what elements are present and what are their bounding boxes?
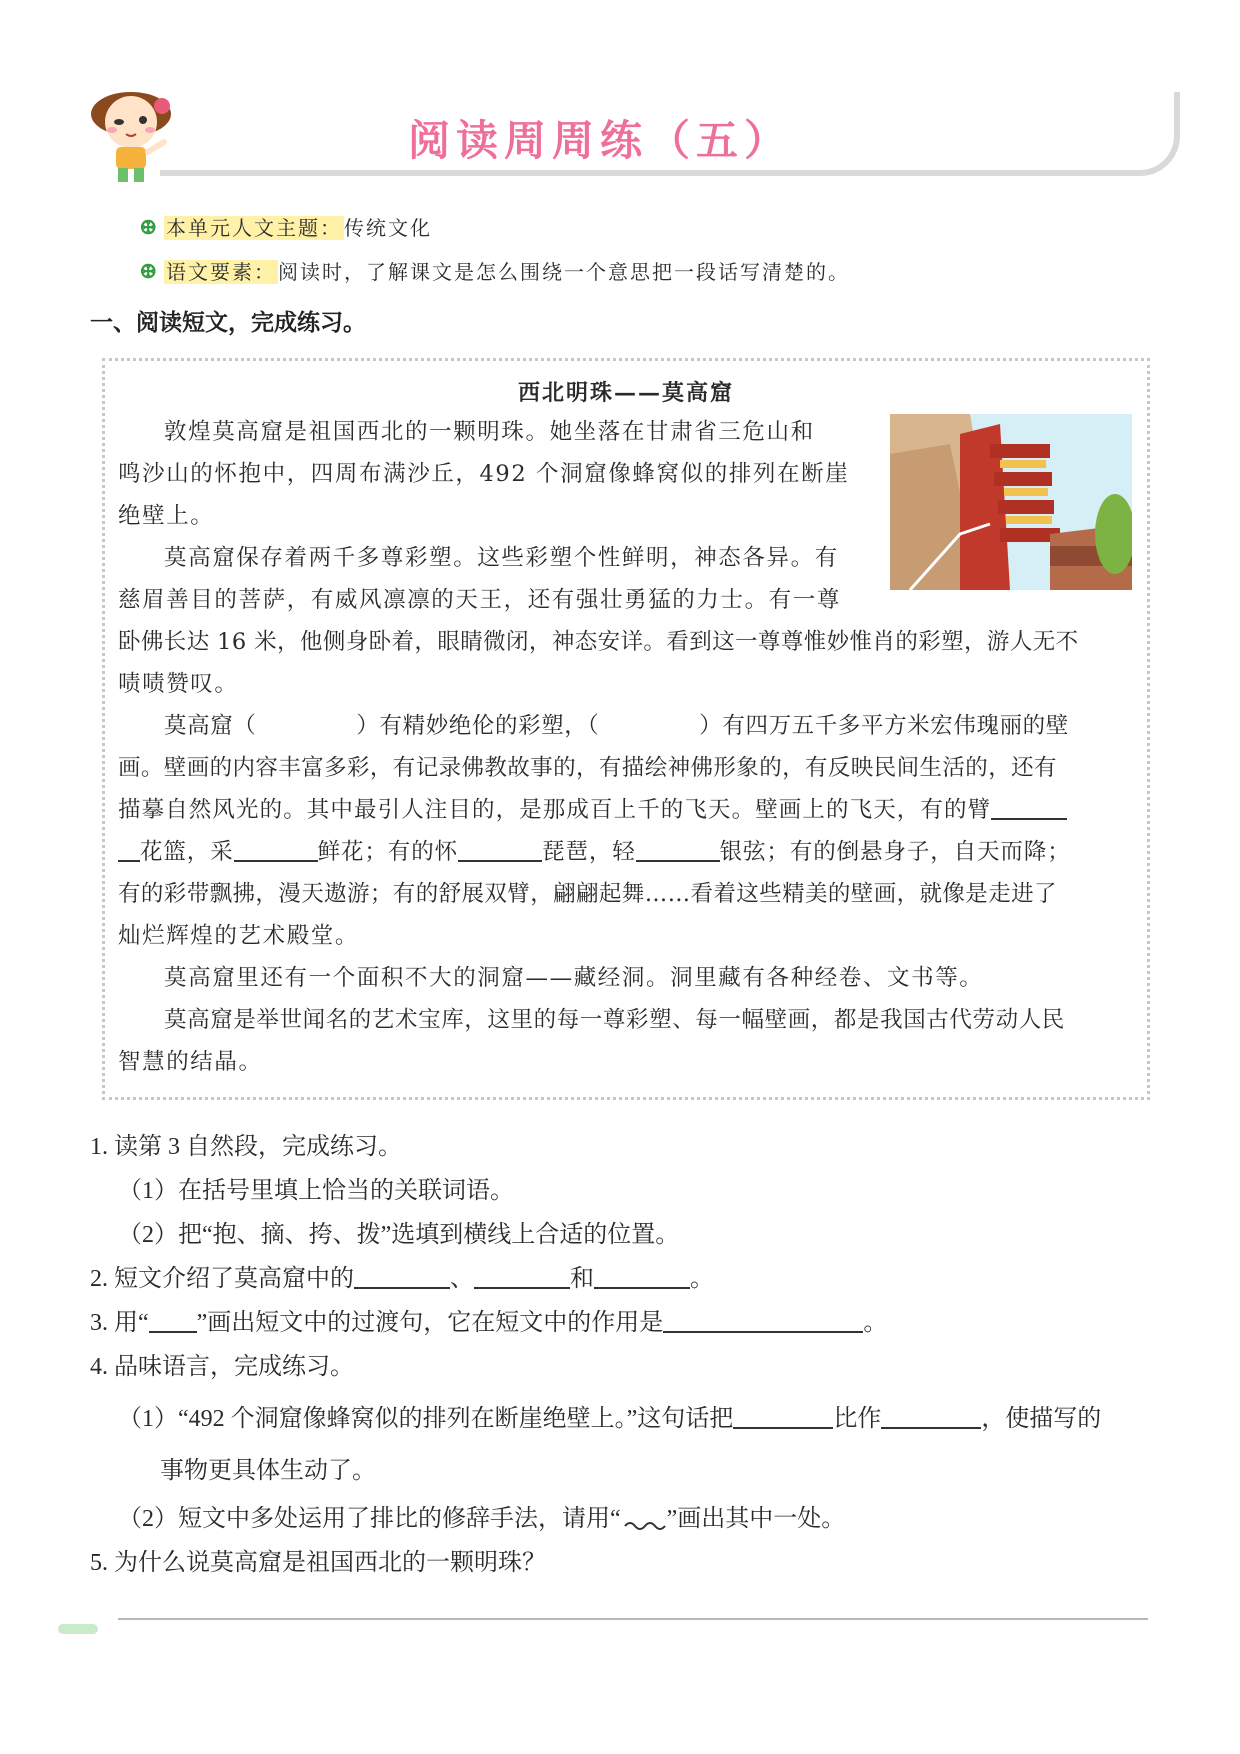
passage-text: 鲜花；有的怀 — [317, 839, 459, 865]
passage-title: 西北明珠——莫高窟 — [517, 380, 734, 406]
passage-line: 敦煌莫高窟是祖国西北的一颗明珠。她坐落在甘肃省三危山和 — [164, 419, 815, 445]
sprout-icon: 𐃏 — [140, 216, 159, 240]
element-label: 语文要素： — [166, 260, 276, 284]
element-value: 阅读时，了解课文是怎么围绕一个意思把一段话写清楚的。 — [278, 260, 850, 284]
passage-text: 花篮，采 — [140, 839, 234, 865]
passage-text: 琵琶，轻 — [542, 839, 636, 865]
question-4: 4. 品味语言，完成练习。 — [90, 1354, 354, 1380]
question-5: 5. 为什么说莫高窟是祖国西北的一颗明珠？ — [90, 1550, 546, 1576]
question-text: 。 — [690, 1266, 714, 1292]
passage-text: 描摹自然风光的。其中最引人注目的，是那成百上千的飞天。壁画上的飞天，有的臂 — [118, 797, 992, 823]
passage-line-blanks — [164, 708, 1069, 740]
answer-blank[interactable] — [881, 1403, 981, 1429]
question-text: ，使描写的 — [981, 1406, 1102, 1432]
question-2 — [90, 1258, 714, 1293]
question-text: 2. 短文介绍了莫高窟中的 — [90, 1266, 354, 1292]
passage-line-blanks — [118, 834, 1071, 866]
theme-line-2 — [140, 256, 850, 285]
question-1-2: （2）把“抱、摘、挎、拨”选填到横线上合适的位置。 — [118, 1222, 680, 1248]
question-text: 比作 — [833, 1406, 882, 1432]
verb-blank-1[interactable] — [991, 794, 1067, 820]
verb-blank-3[interactable] — [458, 836, 542, 862]
theme-label: 本单元人文主题： — [166, 216, 342, 240]
passage-line: 绝壁上。 — [118, 503, 215, 529]
passage-text: 银弦；有的倒悬身子，自天而降； — [719, 839, 1071, 865]
passage-line: 莫高窟是举世闻名的艺术宝库，这里的每一尊彩塑、每一幅壁画，都是我国古代劳动人民 — [164, 1007, 1065, 1033]
passage-line: 鸣沙山的怀抱中，四周布满沙丘，492 个洞窟像蜂窝似的排列在断崖 — [118, 461, 850, 487]
answer-blank[interactable] — [474, 1263, 570, 1289]
passage-line: 啧啧赞叹。 — [118, 671, 239, 697]
page-title: 阅读周周练（五） — [407, 116, 792, 165]
passage-line-blanks — [118, 792, 1067, 824]
answer-line[interactable] — [118, 1618, 1148, 1620]
question-text: （1）“492 个洞窟像蜂窝似的排列在断崖绝壁上。”这句话把 — [118, 1406, 734, 1432]
theme-line-1 — [140, 212, 432, 241]
underline-sample — [149, 1307, 197, 1333]
question-text: （2）短文中多处运用了排比的修辞手法，请用“ — [118, 1506, 621, 1532]
passage-line: 智慧的结晶。 — [118, 1049, 263, 1075]
question-4-2 — [118, 1498, 845, 1533]
theme-value: 传统文化 — [344, 216, 432, 240]
passage-line: 画。壁画的内容丰富多彩，有记录佛教故事的，有描绘神佛形象的，有反映民间生活的，还有 — [118, 755, 1057, 781]
question-1: 1. 读第 3 自然段，完成练习。 — [90, 1134, 402, 1160]
wavy-line-icon — [621, 1508, 667, 1532]
passage-line: 卧佛长达 16 米，他侧身卧着，眼睛微闭，神态安详。看到这一尊尊惟妙惟肖的彩塑，游人无不 — [118, 629, 1079, 655]
answer-blank[interactable] — [594, 1263, 690, 1289]
question-text: ”画出其中一处。 — [666, 1506, 846, 1532]
question-4-1 — [118, 1398, 1101, 1433]
passage-text: ）有四万五千多平方米宏伟瑰丽的壁 — [699, 713, 1069, 739]
question-text: 。 — [863, 1310, 888, 1336]
passage-line: 有的彩带飘拂，漫天遨游；有的舒展双臂，翩翩起舞……看着这些精美的壁画，就像是走进了 — [118, 881, 1057, 907]
question-text: 和 — [570, 1266, 594, 1292]
passage-text: 莫高窟（ — [164, 713, 257, 739]
question-3 — [90, 1302, 887, 1337]
passage-line: 莫高窟保存着两千多尊彩塑。这些彩塑个性鲜明，神态各异。有 — [164, 545, 839, 571]
passage-text: ）有精妙绝伦的彩塑，（ — [356, 713, 600, 739]
question-1-1: （1）在括号里填上恰当的关联词语。 — [118, 1178, 514, 1204]
question-text: 、 — [450, 1266, 474, 1292]
question-text: ”画出短文中的过渡句，它在短文中的作用是 — [196, 1310, 664, 1336]
answer-blank[interactable] — [733, 1403, 833, 1429]
sprout-icon: 𐃏 — [140, 260, 159, 284]
mogao-cave-image — [890, 414, 1132, 590]
verb-blank-4[interactable] — [636, 836, 720, 862]
question-text: 3. 用“ — [90, 1310, 149, 1336]
footer-decoration — [58, 1624, 98, 1634]
verb-blank-1-cont[interactable] — [118, 836, 140, 862]
question-4-1-cont: 事物更具体生动了。 — [160, 1458, 376, 1484]
passage-line: 灿烂辉煌的艺术殿堂。 — [118, 923, 360, 949]
passage-line: 莫高窟里还有一个面积不大的洞窟——藏经洞。洞里藏有各种经卷、文书等。 — [164, 965, 984, 991]
answer-blank[interactable] — [354, 1263, 450, 1289]
section-heading: 一、阅读短文，完成练习。 — [90, 310, 366, 336]
passage-line: 慈眉善目的菩萨，有威风凛凛的天王，还有强壮勇猛的力士。有一尊 — [118, 587, 842, 613]
verb-blank-2[interactable] — [234, 836, 318, 862]
answer-blank[interactable] — [663, 1307, 863, 1333]
